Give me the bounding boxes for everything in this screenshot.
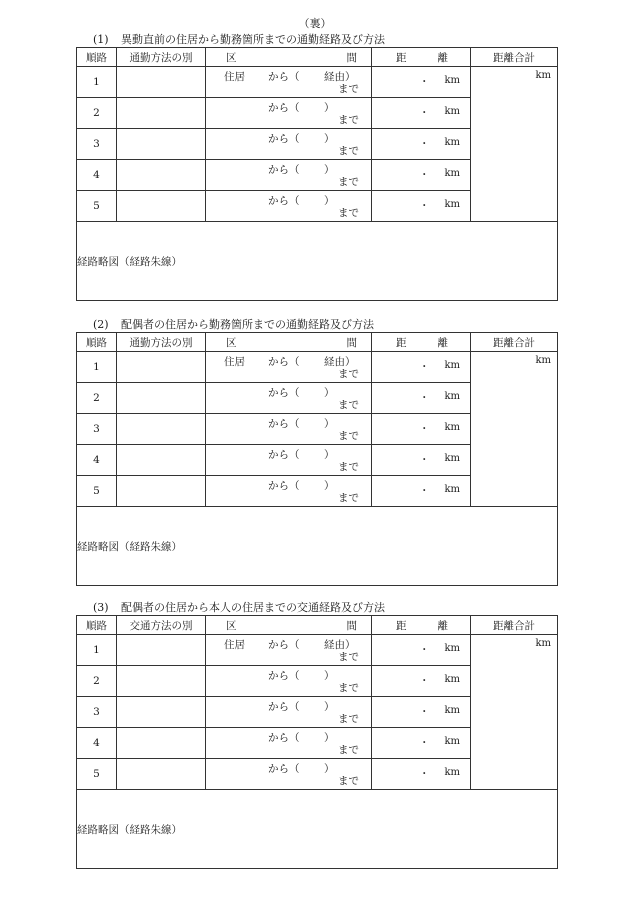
method-cell[interactable]: [117, 129, 206, 160]
segment-from-label: から（: [268, 71, 300, 83]
section-heading: [93, 31, 385, 47]
segment-via-label: 経由）: [324, 356, 356, 368]
header-distance-left: 距: [396, 619, 407, 632]
segment-from-label: から（: [268, 418, 300, 430]
distance-cell[interactable]: [372, 191, 471, 222]
distance-decimal-dot: ・: [419, 485, 430, 497]
route-map-area[interactable]: [77, 790, 558, 869]
row-order: 1: [77, 635, 117, 666]
header-segment-left: 区: [226, 619, 237, 632]
segment-from-label: から（: [268, 387, 300, 399]
distance-decimal-dot: ・: [419, 768, 430, 780]
segment-via-label: ）: [324, 195, 335, 207]
segment-cell[interactable]: [206, 635, 372, 666]
header-segment-right: 間: [346, 619, 357, 632]
distance-decimal-dot: ・: [419, 706, 430, 718]
header-method: 通勤方法の別: [117, 333, 206, 352]
header-total: 距離合計: [471, 333, 558, 352]
row-order: 3: [77, 414, 117, 445]
segment-cell[interactable]: [206, 476, 372, 507]
segment-to-label: まで: [338, 713, 359, 725]
segment-from-label: から（: [268, 195, 300, 207]
table-header-row: [77, 616, 558, 635]
route-table: [76, 47, 558, 301]
distance-decimal-dot: ・: [419, 454, 430, 466]
method-cell[interactable]: [117, 191, 206, 222]
total-distance-cell[interactable]: [471, 352, 558, 507]
section-title: 配偶者の住居から勤務箇所までの通勤経路及び方法: [121, 318, 374, 331]
segment-via-label: ）: [324, 164, 335, 176]
distance-unit: km: [444, 705, 460, 716]
route-map-label: 経路略図（経路朱線）: [77, 255, 182, 268]
total-distance-unit: km: [535, 70, 551, 81]
distance-unit: km: [444, 767, 460, 778]
segment-via-label: ）: [324, 732, 335, 744]
section-number: (3): [93, 601, 109, 614]
header-distance: [372, 48, 471, 67]
segment-from-label: から（: [268, 670, 300, 682]
section-heading: [93, 316, 374, 332]
row-order: 3: [77, 129, 117, 160]
header-distance-left: 距: [396, 336, 407, 349]
total-distance-cell[interactable]: [471, 635, 558, 790]
segment-from-label: から（: [268, 701, 300, 713]
distance-unit: km: [444, 391, 460, 402]
segment-from-label: から（: [268, 449, 300, 461]
method-cell[interactable]: [117, 414, 206, 445]
segment-from-label: から（: [268, 133, 300, 145]
distance-cell[interactable]: [372, 160, 471, 191]
segment-cell[interactable]: [206, 445, 372, 476]
header-segment-left: 区: [226, 336, 237, 349]
section-number: (1): [93, 33, 109, 46]
row-order: 5: [77, 191, 117, 222]
method-cell[interactable]: [117, 728, 206, 759]
distance-unit: km: [444, 360, 460, 371]
table-header-row: [77, 48, 558, 67]
method-cell[interactable]: [117, 759, 206, 790]
segment-via-label: 経由）: [324, 71, 356, 83]
row-order: 4: [77, 728, 117, 759]
segment-to-label: まで: [338, 114, 359, 126]
distance-cell[interactable]: [372, 728, 471, 759]
distance-decimal-dot: ・: [419, 76, 430, 88]
section-number: (2): [93, 318, 109, 331]
route-map-label: 経路略図（経路朱線）: [77, 540, 182, 553]
route-map-label: 経路略図（経路朱線）: [77, 823, 182, 836]
distance-cell[interactable]: [372, 666, 471, 697]
header-method: 通勤方法の別: [117, 48, 206, 67]
distance-decimal-dot: ・: [419, 200, 430, 212]
route-map-area[interactable]: [77, 507, 558, 586]
distance-cell[interactable]: [372, 697, 471, 728]
segment-via-label: ）: [324, 763, 335, 775]
row-order: 4: [77, 160, 117, 191]
segment-to-label: まで: [338, 145, 359, 157]
segment-cell[interactable]: [206, 697, 372, 728]
distance-unit: km: [444, 674, 460, 685]
segment-to-label: まで: [338, 176, 359, 188]
distance-unit: km: [444, 643, 460, 654]
segment-from-label: から（: [268, 164, 300, 176]
row-order: 4: [77, 445, 117, 476]
method-cell[interactable]: [117, 666, 206, 697]
method-cell[interactable]: [117, 160, 206, 191]
header-distance: [372, 616, 471, 635]
segment-cell[interactable]: [206, 191, 372, 222]
header-segment-left: 区: [226, 51, 237, 64]
distance-decimal-dot: ・: [419, 392, 430, 404]
distance-cell[interactable]: [372, 635, 471, 666]
segment-to-label: まで: [338, 461, 359, 473]
row-order: 2: [77, 98, 117, 129]
distance-cell[interactable]: [372, 352, 471, 383]
header-segment-right: 間: [346, 336, 357, 349]
header-distance-right: 離: [437, 336, 448, 349]
route-map-area[interactable]: [77, 222, 558, 301]
route-table: [76, 615, 558, 869]
segment-via-label: ）: [324, 133, 335, 145]
segment-from-label: から（: [268, 639, 300, 651]
table-row: [77, 352, 558, 383]
row-order: 2: [77, 383, 117, 414]
segment-to-label: まで: [338, 744, 359, 756]
method-cell[interactable]: [117, 635, 206, 666]
section-heading: [93, 599, 385, 615]
distance-unit: km: [444, 199, 460, 210]
header-segment-right: 間: [346, 51, 357, 64]
segment-home-label: 住居: [224, 639, 245, 651]
distance-unit: km: [444, 453, 460, 464]
segment-to-label: まで: [338, 492, 359, 504]
distance-cell[interactable]: [372, 759, 471, 790]
segment-to-label: まで: [338, 651, 359, 663]
segment-cell[interactable]: [206, 728, 372, 759]
distance-decimal-dot: ・: [419, 737, 430, 749]
segment-via-label: ）: [324, 670, 335, 682]
segment-cell[interactable]: [206, 352, 372, 383]
header-method: 交通方法の別: [117, 616, 206, 635]
header-order: 順路: [77, 616, 117, 635]
distance-decimal-dot: ・: [419, 361, 430, 373]
segment-cell[interactable]: [206, 129, 372, 160]
map-row: [77, 222, 558, 301]
total-distance-cell[interactable]: [471, 67, 558, 222]
segment-from-label: から（: [268, 102, 300, 114]
header-distance-right: 離: [437, 619, 448, 632]
distance-unit: km: [444, 75, 460, 86]
header-total: 距離合計: [471, 48, 558, 67]
segment-cell[interactable]: [206, 160, 372, 191]
header-order: 順路: [77, 48, 117, 67]
table-header-row: [77, 333, 558, 352]
row-order: 5: [77, 759, 117, 790]
total-distance-unit: km: [535, 638, 551, 649]
segment-home-label: 住居: [224, 71, 245, 83]
segment-to-label: まで: [338, 83, 359, 95]
segment-cell[interactable]: [206, 98, 372, 129]
segment-cell[interactable]: [206, 383, 372, 414]
distance-unit: km: [444, 484, 460, 495]
method-cell[interactable]: [117, 697, 206, 728]
segment-to-label: まで: [338, 682, 359, 694]
distance-decimal-dot: ・: [419, 675, 430, 687]
section-title: 配偶者の住居から本人の住居までの交通経路及び方法: [121, 601, 385, 614]
total-distance-unit: km: [535, 355, 551, 366]
method-cell[interactable]: [117, 476, 206, 507]
segment-cell[interactable]: [206, 414, 372, 445]
header-distance-left: 距: [396, 51, 407, 64]
method-cell[interactable]: [117, 445, 206, 476]
segment-via-label: ）: [324, 387, 335, 399]
map-row: [77, 507, 558, 586]
distance-decimal-dot: ・: [419, 423, 430, 435]
map-row: [77, 790, 558, 869]
header-segment: [206, 333, 372, 352]
segment-cell[interactable]: [206, 67, 372, 98]
segment-from-label: から（: [268, 356, 300, 368]
segment-via-label: 経由）: [324, 639, 356, 651]
distance-unit: km: [444, 106, 460, 117]
page-title: （裏）: [298, 17, 332, 30]
distance-decimal-dot: ・: [419, 644, 430, 656]
header-distance-right: 離: [437, 51, 448, 64]
distance-unit: km: [444, 422, 460, 433]
row-order: 1: [77, 352, 117, 383]
distance-decimal-dot: ・: [419, 107, 430, 119]
segment-to-label: まで: [338, 775, 359, 787]
method-cell[interactable]: [117, 383, 206, 414]
segment-to-label: まで: [338, 368, 359, 380]
method-cell[interactable]: [117, 352, 206, 383]
distance-cell[interactable]: [372, 129, 471, 160]
row-order: 5: [77, 476, 117, 507]
segment-to-label: まで: [338, 430, 359, 442]
segment-from-label: から（: [268, 480, 300, 492]
distance-unit: km: [444, 736, 460, 747]
segment-from-label: から（: [268, 763, 300, 775]
route-table: [76, 332, 558, 586]
table-row: [77, 67, 558, 98]
distance-unit: km: [444, 168, 460, 179]
segment-via-label: ）: [324, 418, 335, 430]
segment-via-label: ）: [324, 480, 335, 492]
header-segment: [206, 616, 372, 635]
row-order: 3: [77, 697, 117, 728]
segment-via-label: ）: [324, 449, 335, 461]
row-order: 2: [77, 666, 117, 697]
distance-unit: km: [444, 137, 460, 148]
header-distance: [372, 333, 471, 352]
distance-cell[interactable]: [372, 98, 471, 129]
header-total: 距離合計: [471, 616, 558, 635]
segment-via-label: ）: [324, 701, 335, 713]
header-order: 順路: [77, 333, 117, 352]
distance-cell[interactable]: [372, 67, 471, 98]
section-title: 異動直前の住居から勤務箇所までの通勤経路及び方法: [121, 33, 385, 46]
distance-cell[interactable]: [372, 445, 471, 476]
distance-decimal-dot: ・: [419, 138, 430, 150]
segment-cell[interactable]: [206, 666, 372, 697]
distance-cell[interactable]: [372, 383, 471, 414]
table-row: [77, 635, 558, 666]
header-segment: [206, 48, 372, 67]
method-cell[interactable]: [117, 98, 206, 129]
segment-from-label: から（: [268, 732, 300, 744]
segment-to-label: まで: [338, 399, 359, 411]
segment-to-label: まで: [338, 207, 359, 219]
segment-home-label: 住居: [224, 356, 245, 368]
row-order: 1: [77, 67, 117, 98]
distance-decimal-dot: ・: [419, 169, 430, 181]
distance-cell[interactable]: [372, 476, 471, 507]
method-cell[interactable]: [117, 67, 206, 98]
segment-via-label: ）: [324, 102, 335, 114]
distance-cell[interactable]: [372, 414, 471, 445]
segment-cell[interactable]: [206, 759, 372, 790]
